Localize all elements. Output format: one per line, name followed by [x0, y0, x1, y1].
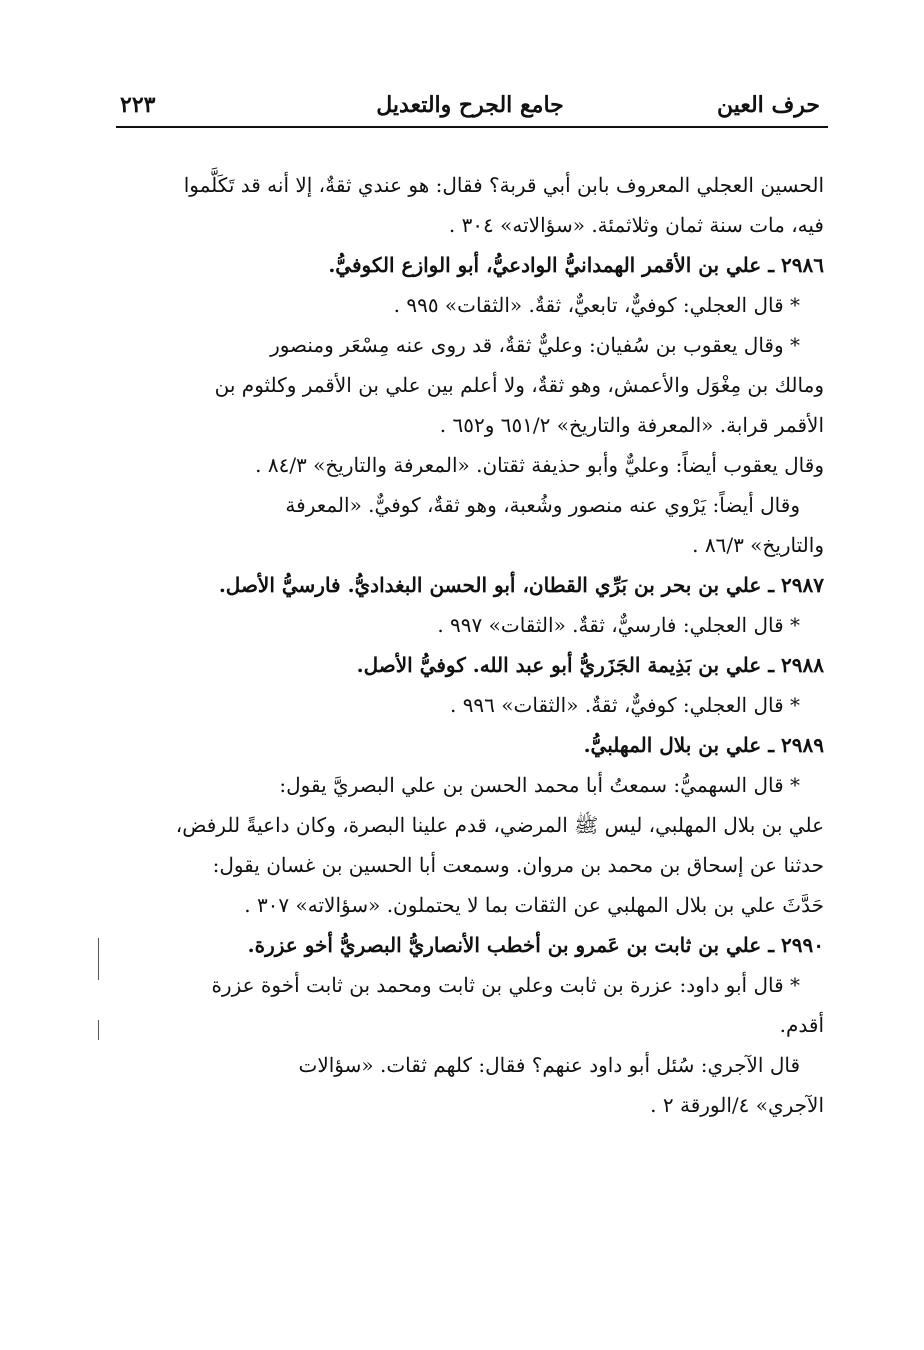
entry-heading: ٢٩٨٩ ـ علي بن بلال المهلبيُّ.	[583, 733, 824, 757]
text-line: الآجري» ٤/الورقة ٢ .	[650, 1093, 824, 1117]
header-rule	[116, 126, 828, 128]
chapter-title: حرف العين	[716, 92, 820, 118]
text-line: * وقال يعقوب بن سُفيان: وعليٌّ ثقةٌ، قد روى عنه مِسْعَر ومنصور	[270, 333, 800, 357]
entry-heading: ٢٩٨٦ ـ علي بن الأقمر الهمدانيُّ الوادعيُّ، أبو الوازع الكوفيُّ.	[328, 253, 824, 277]
entry-heading: ٢٩٩٠ ـ علي بن ثابت بن عَمرو بن أخطب الأنصاريُّ البصريُّ أخو عزرة.	[247, 933, 824, 957]
scan-mark	[98, 1020, 99, 1040]
text-line: * قال العجلي: كوفيٌّ، تابعيٌّ، ثقةٌ. «الثقات» ٩٩٥ .	[393, 293, 800, 317]
text-line: * قال السهميُّ: سمعتُ أبا محمد الحسن بن علي البصريَّ يقول:	[279, 773, 800, 797]
text-line: * قال العجلي: كوفيٌّ، ثقةٌ. «الثقات» ٩٩٦ .	[449, 693, 800, 717]
text-line: قال الآجري: سُئل أبو داود عنهم؟ فقال: كلهم ثقات. «سؤالات	[298, 1053, 800, 1077]
text-line: والتاريخ» ٨٦/٣ .	[692, 533, 824, 557]
page-number: ٢٢٣	[120, 92, 156, 118]
text-line: ومالك بن مِغْوَل والأعمش، وهو ثقةٌ، ولا أعلم بين علي بن الأقمر وكلثوم بن	[214, 373, 824, 397]
entry-heading: ٢٩٨٧ ـ علي بن بحر بن بَرِّي القطان، أبو الحسن البغداديُّ. فارسيُّ الأصل.	[218, 573, 824, 597]
text-line: * قال العجلي: فارسيٌّ، ثقةٌ. «الثقات» ٩٩٧ .	[437, 613, 800, 637]
page-body	[118, 165, 824, 1125]
text-line: أقدم.	[779, 1013, 824, 1037]
text-line: الحسين العجلي المعروف بابن أبي قربة؟ فقال: هو عندي ثقةٌ، إلا أنه قد تَكَلَّموا	[183, 173, 824, 197]
text-line: حَدَّثَ علي بن بلال المهلبي عن الثقات بما لا يحتملون. «سؤالاته» ٣٠٧ .	[244, 893, 824, 917]
text-line: وقال يعقوب أيضاً: وعليٌّ وأبو حذيفة ثقتان. «المعرفة والتاريخ» ٨٤/٣ .	[255, 453, 824, 477]
text-line: فيه، مات سنة ثمان وثلاثمئة. «سؤالاته» ٣٠٤ .	[448, 213, 824, 237]
book-title: جامع الجرح والتعديل	[376, 92, 564, 118]
entry-heading: ٢٩٨٨ ـ علي بن بَذِيمة الجَزَريُّ أبو عبد الله. كوفيُّ الأصل.	[356, 653, 824, 677]
text-line: حدثنا عن إسحاق بن محمد بن مروان. وسمعت أبا الحسين بن غسان يقول:	[212, 853, 824, 877]
scan-mark	[98, 938, 99, 980]
page-header	[120, 88, 820, 128]
text-line: وقال أيضاً: يَرْوي عنه منصور وشُعبة، وهو ثقةٌ، كوفيٌّ. «المعرفة	[285, 493, 800, 517]
text-line: * قال أبو داود: عزرة بن ثابت وعلي بن ثابت ومحمد بن ثابت أخوة عزرة	[211, 973, 800, 997]
text-line: علي بن بلال المهلبي، ليس ﷺ المرضي، قدم علينا البصرة، وكان داعيةً للرفض،	[175, 813, 824, 837]
text-line: الأقمر قرابة. «المعرفة والتاريخ» ٦٥١/٢ و٦٥٢ .	[439, 413, 824, 437]
